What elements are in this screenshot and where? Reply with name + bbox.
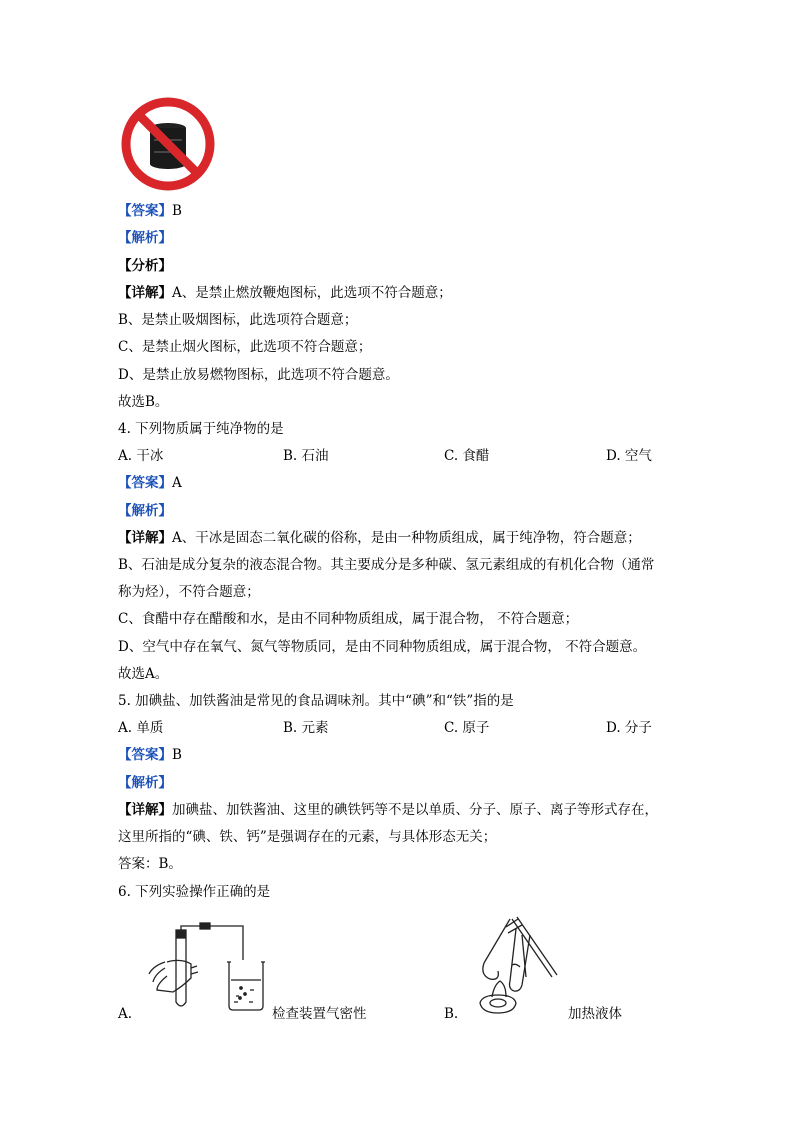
detail-text: A、干冰是固态二氧化碳的俗称，是由一种物质组成，属于纯净物，符合题意； xyxy=(172,530,641,546)
q4-detail-line-1 xyxy=(118,528,641,548)
q5-detail-line-1 xyxy=(118,800,658,820)
analysis-tag: 【解析】 xyxy=(118,230,172,246)
q5-option-c: C. 原子 xyxy=(444,720,490,736)
q5-detail-line-2: 这里所指的“碘、铁、钙”是强调存在的元素，与具体形态无关； xyxy=(118,829,497,845)
airtightness-apparatus-icon xyxy=(145,918,270,1013)
q5-option-d: D. 分子 xyxy=(606,720,652,736)
q4-conclusion: 故选A。 xyxy=(118,666,169,682)
q4-detail-line-5: D、空气中存在氧气、氮气等物质同，是由不同种物质组成，属于混合物， 不符合题意。 xyxy=(118,639,647,655)
answer-tag: 【答案】 xyxy=(118,203,172,219)
q4-stem: 4. 下列物质属于纯净物的是 xyxy=(118,421,284,437)
q4-detail-line-4: C、食醋中存在醋酸和水，是由不同种物质组成，属于混合物， 不符合题意； xyxy=(118,611,579,627)
q4-option-b: B. 石油 xyxy=(283,448,329,464)
q6-option-a-label: A. xyxy=(118,1006,133,1022)
answer-value: B xyxy=(172,203,182,219)
detail-tag: 【详解】 xyxy=(118,285,172,301)
heating-liquid-apparatus-icon xyxy=(470,915,570,1025)
q6-stem: 6. 下列实验操作正确的是 xyxy=(118,884,271,900)
answer-value: B xyxy=(172,747,182,763)
q4-answer-line xyxy=(118,473,182,493)
q4-option-d: D. 空气 xyxy=(606,448,652,464)
q4-detail-line-3: 称为烃），不符合题意； xyxy=(118,584,260,600)
prev-detail-line-4: D、是禁止放易燃物图标，此选项不符合题意。 xyxy=(118,367,399,383)
q6-option-b-label: B. xyxy=(444,1006,459,1022)
q5-analysis-tag: 【解析】 xyxy=(118,775,172,791)
no-flammable-sign-icon xyxy=(120,96,216,192)
detail-tag: 【详解】 xyxy=(118,530,172,546)
answer-tag: 【答案】 xyxy=(118,475,172,491)
detail-tag: 【详解】 xyxy=(118,802,172,818)
answer-tag: 【答案】 xyxy=(118,747,172,763)
prev-detail-line-1 xyxy=(118,283,452,303)
prev-detail-line-2: B、是禁止吸烟图标，此选项符合题意； xyxy=(118,312,358,328)
q4-option-a: A. 干冰 xyxy=(118,448,164,464)
q5-option-a: A. 单质 xyxy=(118,720,164,736)
prev-detail-line-3: C、是禁止烟火图标，此选项不符合题意； xyxy=(118,339,372,355)
q5-conclusion: 答案：B。 xyxy=(118,856,182,872)
detail-text: 加碘盐、加铁酱油、这里的碘铁钙等不是以单质、分子、原子、离子等形式存在， xyxy=(172,802,658,818)
answer-value: A xyxy=(172,475,182,491)
prev-answer-line xyxy=(118,201,182,221)
prev-conclusion: 故选B。 xyxy=(118,394,169,410)
q4-option-c: C. 食醋 xyxy=(444,448,490,464)
q6-option-a-caption: 检查装置气密性 xyxy=(272,1006,367,1022)
q5-answer-line xyxy=(118,745,182,765)
q5-stem: 5. 加碘盐、加铁酱油是常见的食品调味剂。其中“碘”和“铁”指的是 xyxy=(118,693,514,709)
q5-option-b: B. 元素 xyxy=(283,720,329,736)
q4-analysis-tag: 【解析】 xyxy=(118,503,172,519)
fenxi-tag: 【分析】 xyxy=(118,258,172,274)
detail-text: A、是禁止燃放鞭炮图标，此选项不符合题意； xyxy=(172,285,452,301)
q6-option-b-caption: 加热液体 xyxy=(568,1006,622,1022)
q4-detail-line-2: B、石油是成分复杂的液态混合物。其主要成分是多种碳、氢元素组成的有机化合物（通常 xyxy=(118,557,655,573)
